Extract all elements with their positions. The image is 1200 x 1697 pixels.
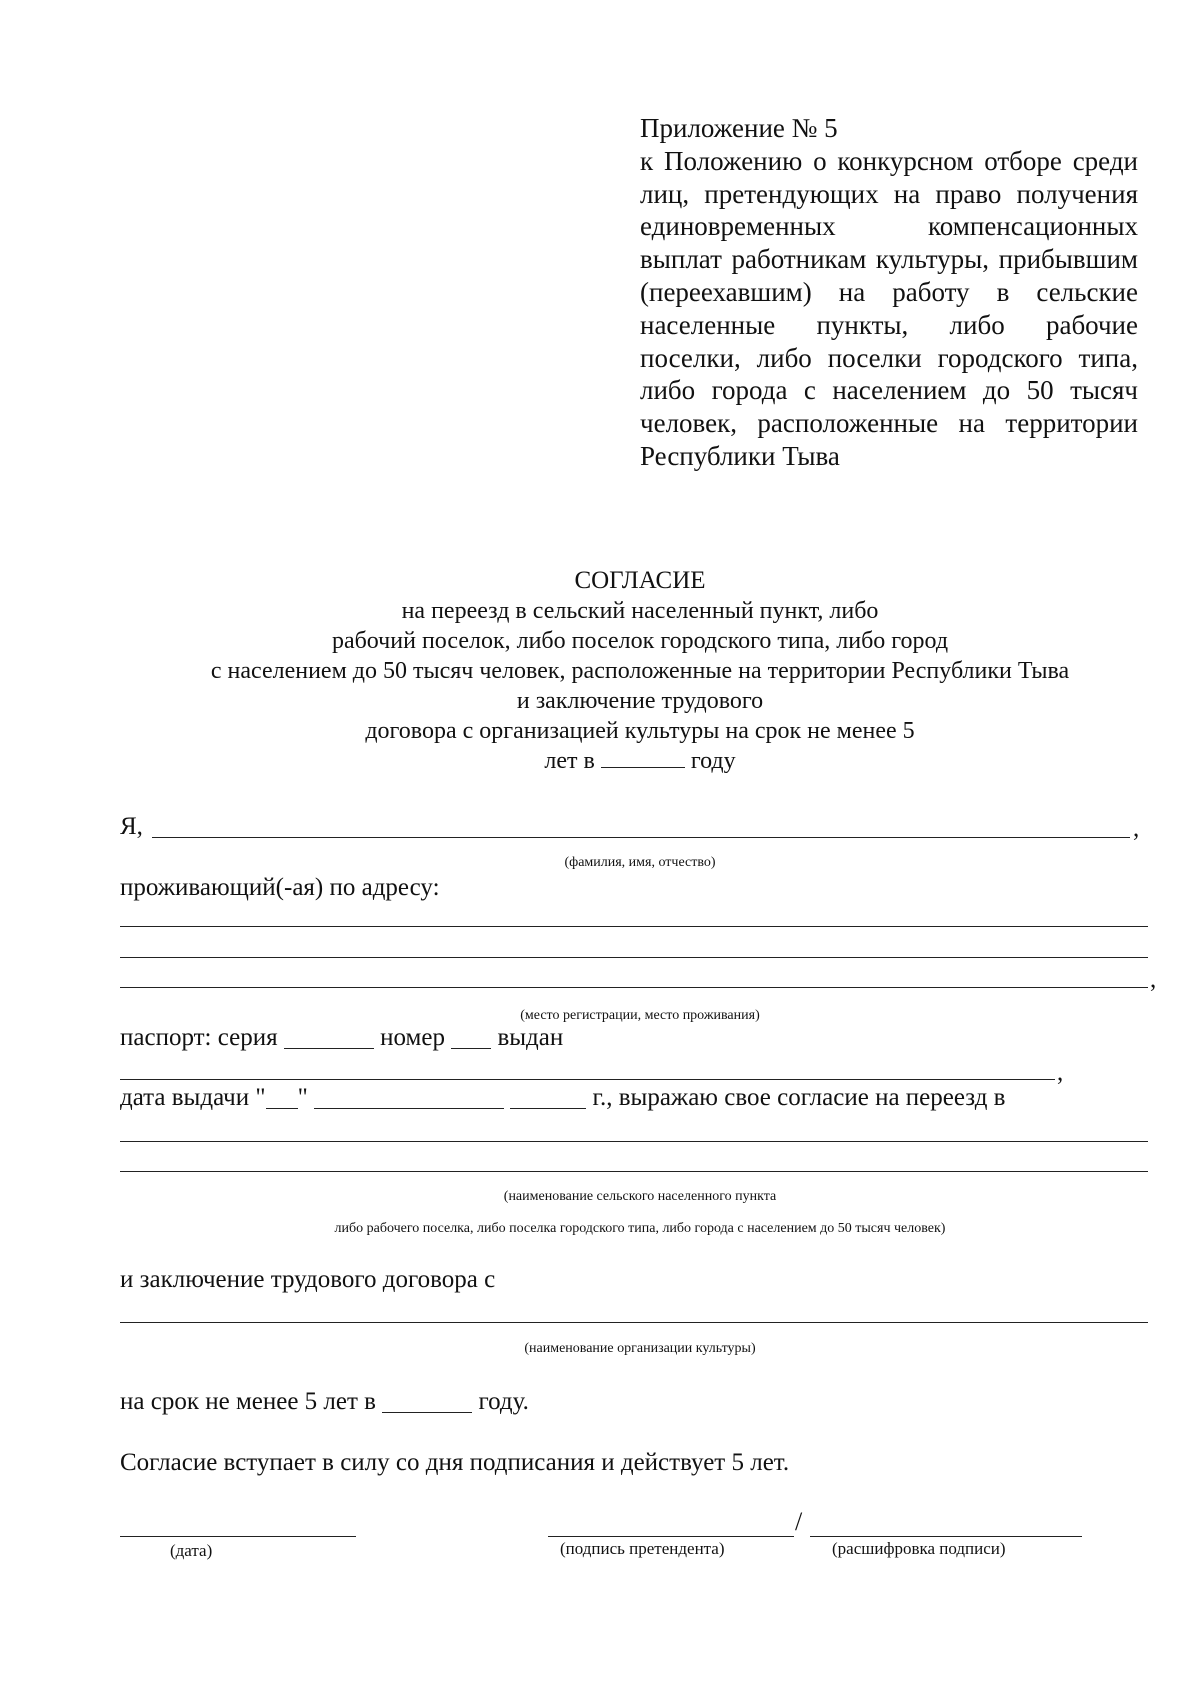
title-line-3: с населением до 50 тысяч человек, расположенные на территории Республики Тыва (210, 658, 1070, 684)
title-heading: СОГЛАСИЕ (574, 567, 706, 594)
title-year-suffix: году (690, 748, 736, 774)
issued-by-field[interactable] (120, 1079, 1055, 1080)
validity-text: Согласие вступает в силу со дня подписания и действует 5 лет. (120, 1449, 790, 1476)
issue-year-field[interactable] (510, 1086, 586, 1109)
passport-series-label: паспорт: серия (120, 1024, 278, 1051)
organization-field[interactable] (120, 1322, 1148, 1323)
address-comma: , (1150, 966, 1157, 993)
decoding-hint: (расшифровка подписи) (832, 1539, 1006, 1558)
issue-month-field[interactable] (314, 1086, 504, 1109)
term-suffix: году. (478, 1388, 529, 1415)
date-field[interactable] (120, 1536, 356, 1537)
signature-field[interactable] (548, 1536, 794, 1537)
settlement-field-line-2[interactable] (120, 1171, 1148, 1172)
issue-date-quote: " (297, 1084, 308, 1111)
term-year-field[interactable] (382, 1390, 472, 1413)
title-line-2: рабочий поселок, либо поселок городского типа, либо город (331, 628, 949, 654)
i-comma: , (1133, 815, 1140, 842)
registration-hint: (место регистрации, место проживания) (520, 1008, 760, 1023)
title-line-4: и заключение трудового (516, 688, 764, 714)
signature-decoding-field[interactable] (810, 1536, 1082, 1537)
settlement-hint-1: (наименование сельского населенного пункта (503, 1189, 777, 1204)
issue-date-line (120, 1083, 1005, 1113)
title-line-6 (100, 746, 1180, 776)
passport-issued-label: выдан (497, 1024, 564, 1051)
i-label: Я, (120, 813, 143, 840)
passport-series-field[interactable] (284, 1026, 374, 1049)
settlement-hint-2: либо рабочего поселка, либо поселка городского типа, либо города с населением до 50 тысяч человек) (334, 1221, 946, 1236)
issue-date-label: дата выдачи " (120, 1084, 266, 1111)
address-label: проживающий(-ая) по адресу: (120, 874, 440, 901)
contract-label: и заключение трудового договора с (120, 1266, 496, 1293)
address-field-line-2[interactable] (120, 957, 1148, 958)
title-year-prefix: лет в (544, 748, 595, 774)
issue-day-field[interactable] (266, 1086, 298, 1109)
title-line-5: договора с организацией культуры на срок не менее 5 (365, 718, 915, 744)
title-year-field[interactable] (601, 748, 685, 768)
settlement-field-line-1[interactable] (120, 1141, 1148, 1142)
document-title (100, 566, 1180, 776)
term-line (120, 1387, 529, 1417)
date-hint: (дата) (170, 1541, 213, 1560)
appendix-number: Приложение № 5 (640, 113, 838, 143)
title-line-1: на переезд в сельский населенный пункт, либо (401, 598, 879, 624)
passport-number-field[interactable] (451, 1026, 491, 1049)
organization-hint: (наименование организации культуры) (524, 1341, 756, 1356)
appendix-text: к Положению о конкурсном отборе среди лиц, претендующих на право получения единовременных компенсационных выплат работникам культуры, прибывшим (переехавшим) на работу в сельские населенные пункты, либо рабочие поселки, либо поселки городского типа, либо города с населением до 50 тысяч человек, расположенные на территории Республики Тыва (640, 145, 1138, 471)
consent-text: г., выражаю свое согласие на переезд в (592, 1084, 1006, 1111)
fio-hint: (фамилия, имя, отчество) (564, 855, 716, 870)
term-prefix: на срок не менее 5 лет в (120, 1388, 376, 1415)
signature-hint: (подпись претендента) (560, 1539, 725, 1558)
signature-slash: / (795, 1507, 803, 1536)
passport-number-label: номер (380, 1024, 445, 1051)
address-field-line-3[interactable] (120, 987, 1148, 988)
address-field-line-1[interactable] (120, 926, 1148, 927)
passport-line (120, 1023, 563, 1053)
fio-field[interactable] (152, 837, 1130, 838)
issued-comma: , (1057, 1059, 1064, 1086)
appendix-block (640, 112, 1138, 473)
